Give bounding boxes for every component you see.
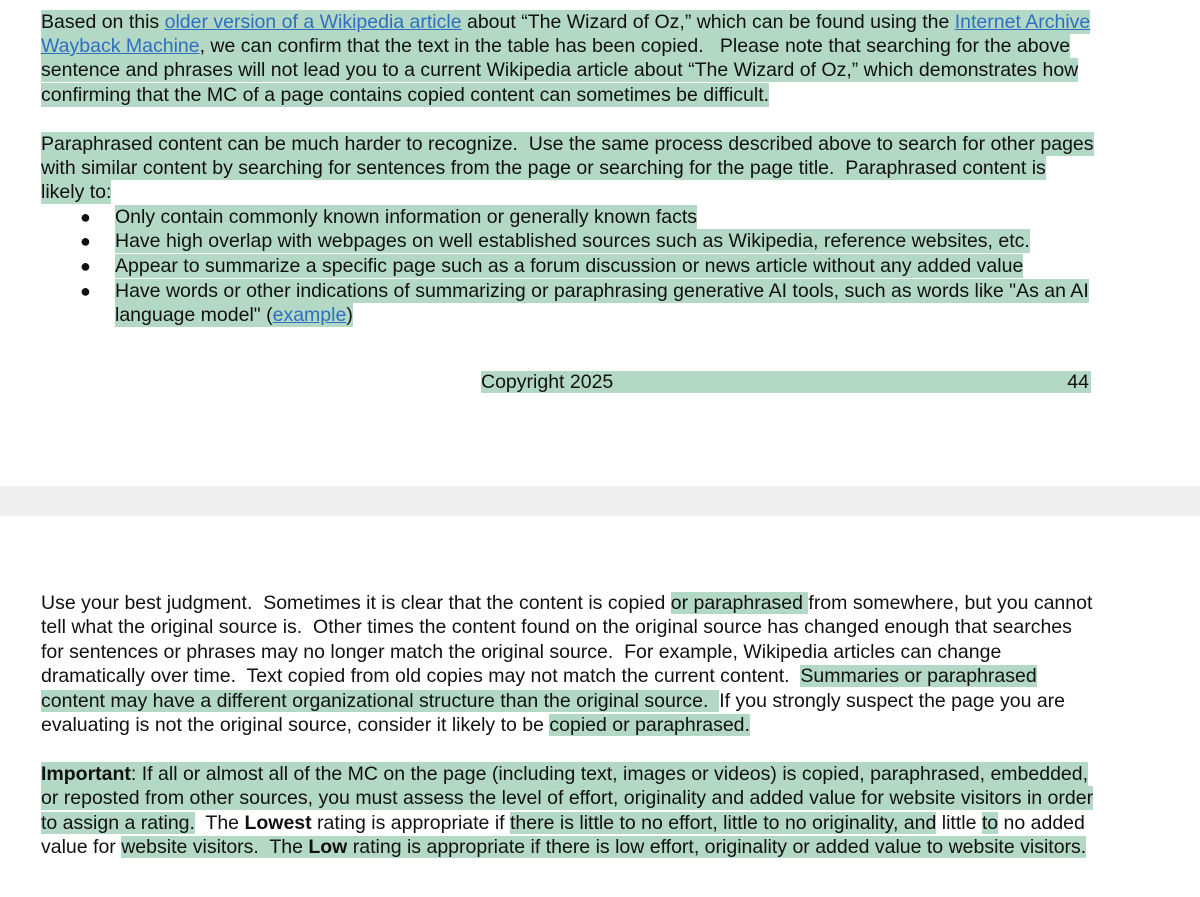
- text: dramatically over time. Text copied from old copies may not match the current content.: [41, 665, 801, 687]
- text: from somewhere, but you cannot: [808, 592, 1093, 614]
- text: about “The Wizard of Oz,” which can be found using the: [461, 11, 955, 33]
- bullet-icon: ●: [80, 256, 91, 276]
- para3-line1: [41, 591, 1092, 615]
- text: : If all or almost all of the MC on the page (including text, images or videos) is copied, paraphrased, embedded,: [130, 763, 1089, 785]
- copyright-text: Copyright 2025: [481, 371, 614, 393]
- text: The: [194, 812, 245, 834]
- bullet-item-3: Appear to summarize a specific page such as a forum discussion or news article without any added value: [115, 255, 1024, 277]
- highlighted-text: Summaries or paraphrased: [800, 665, 1037, 687]
- para1-line3: sentence and phrases will not lead you to a current Wikipedia article about “The Wizard of Oz,” which demonstrates how: [41, 59, 1079, 81]
- para3-line2: tell what the original source is. Other times the content found on the original source has changed enough that searches: [41, 616, 1072, 638]
- para4-line3: [41, 811, 1085, 835]
- bullet-icon: ●: [80, 231, 91, 251]
- text: If you strongly suspect the page you are: [719, 690, 1066, 712]
- page-footer: [481, 371, 1091, 393]
- para1-line2: [41, 34, 1070, 58]
- highlighted-text: to: [981, 812, 999, 834]
- bullet-icon: ●: [80, 281, 91, 301]
- text: , we can confirm that the text in the table has been copied. Please note that searching for the above: [199, 35, 1071, 57]
- bullet-icon: ●: [80, 207, 91, 227]
- para4-line4: [41, 835, 1086, 859]
- highlighted-text: or paraphrased: [670, 592, 809, 614]
- low-label: Low: [308, 836, 348, 858]
- important-label: Important: [41, 763, 131, 785]
- older-version-link[interactable]: older version of a Wikipedia article: [164, 11, 462, 33]
- para1-line1: [41, 10, 1090, 34]
- text: language model" (: [115, 304, 273, 326]
- text: no added: [998, 812, 1085, 834]
- page-number: 44: [1067, 371, 1089, 393]
- highlighted-text: copied or paraphrased.: [549, 714, 750, 736]
- bullet-item-4-line1: Have words or other indications of summarizing or paraphrasing generative AI tools, such as words like "As an AI: [115, 280, 1089, 302]
- bullet-item-2: Have high overlap with webpages on well established sources such as Wikipedia, reference websites, etc.: [115, 230, 1030, 252]
- highlighted-text: website visitors. The: [121, 836, 309, 858]
- para2-line3: likely to:: [41, 181, 112, 203]
- para3-line3: for sentences or phrases may no longer match the original source. For example, Wikipedia articles can change: [41, 641, 1002, 663]
- internet-archive-link[interactable]: Internet Archive: [954, 11, 1091, 33]
- highlighted-text: there is little to no effort, little to no originality, and: [510, 812, 937, 834]
- highlighted-text: content may have a different organizational structure than the original source.: [41, 690, 720, 712]
- para3-line6: [41, 713, 750, 737]
- para2-line2: with similar content by searching for sentences from the page or searching for the page title. Paraphrased content is: [41, 157, 1046, 179]
- bullet-item-1: Only contain commonly known information or generally known facts: [115, 206, 698, 228]
- para4-line1: [41, 762, 1088, 786]
- lowest-label: Lowest: [244, 812, 312, 834]
- highlighted-text: rating is appropriate if there is low effort, originality or added value to website visitors.: [347, 836, 1087, 858]
- para1-line4: confirming that the MC of a page contains copied content can sometimes be difficult.: [41, 84, 770, 106]
- para3-line4: [41, 664, 1037, 688]
- wayback-machine-link[interactable]: Wayback Machine: [41, 35, 200, 57]
- text: rating is appropriate if: [311, 812, 510, 834]
- para4-line2: or reposted from other sources, you must assess the level of effort, originality and added value for website visitors in order: [41, 787, 1094, 809]
- para3-line5: [41, 689, 1065, 713]
- bullet-item-4-line2: [115, 303, 353, 327]
- text: Based on this: [41, 11, 165, 33]
- example-link[interactable]: example: [272, 304, 347, 326]
- page-separator: [0, 486, 1200, 516]
- text: Use your best judgment. Sometimes it is clear that the content is copied: [41, 592, 671, 614]
- text: value for: [41, 836, 122, 858]
- document-page-bottom: [0, 516, 1200, 897]
- highlighted-text: to assign a rating.: [41, 812, 195, 834]
- text: little: [936, 812, 982, 834]
- para2-line1: Paraphrased content can be much harder to recognize. Use the same process described above to search for other pages: [41, 133, 1094, 155]
- text: ): [346, 304, 353, 326]
- text: evaluating is not the original source, consider it likely to be: [41, 714, 550, 736]
